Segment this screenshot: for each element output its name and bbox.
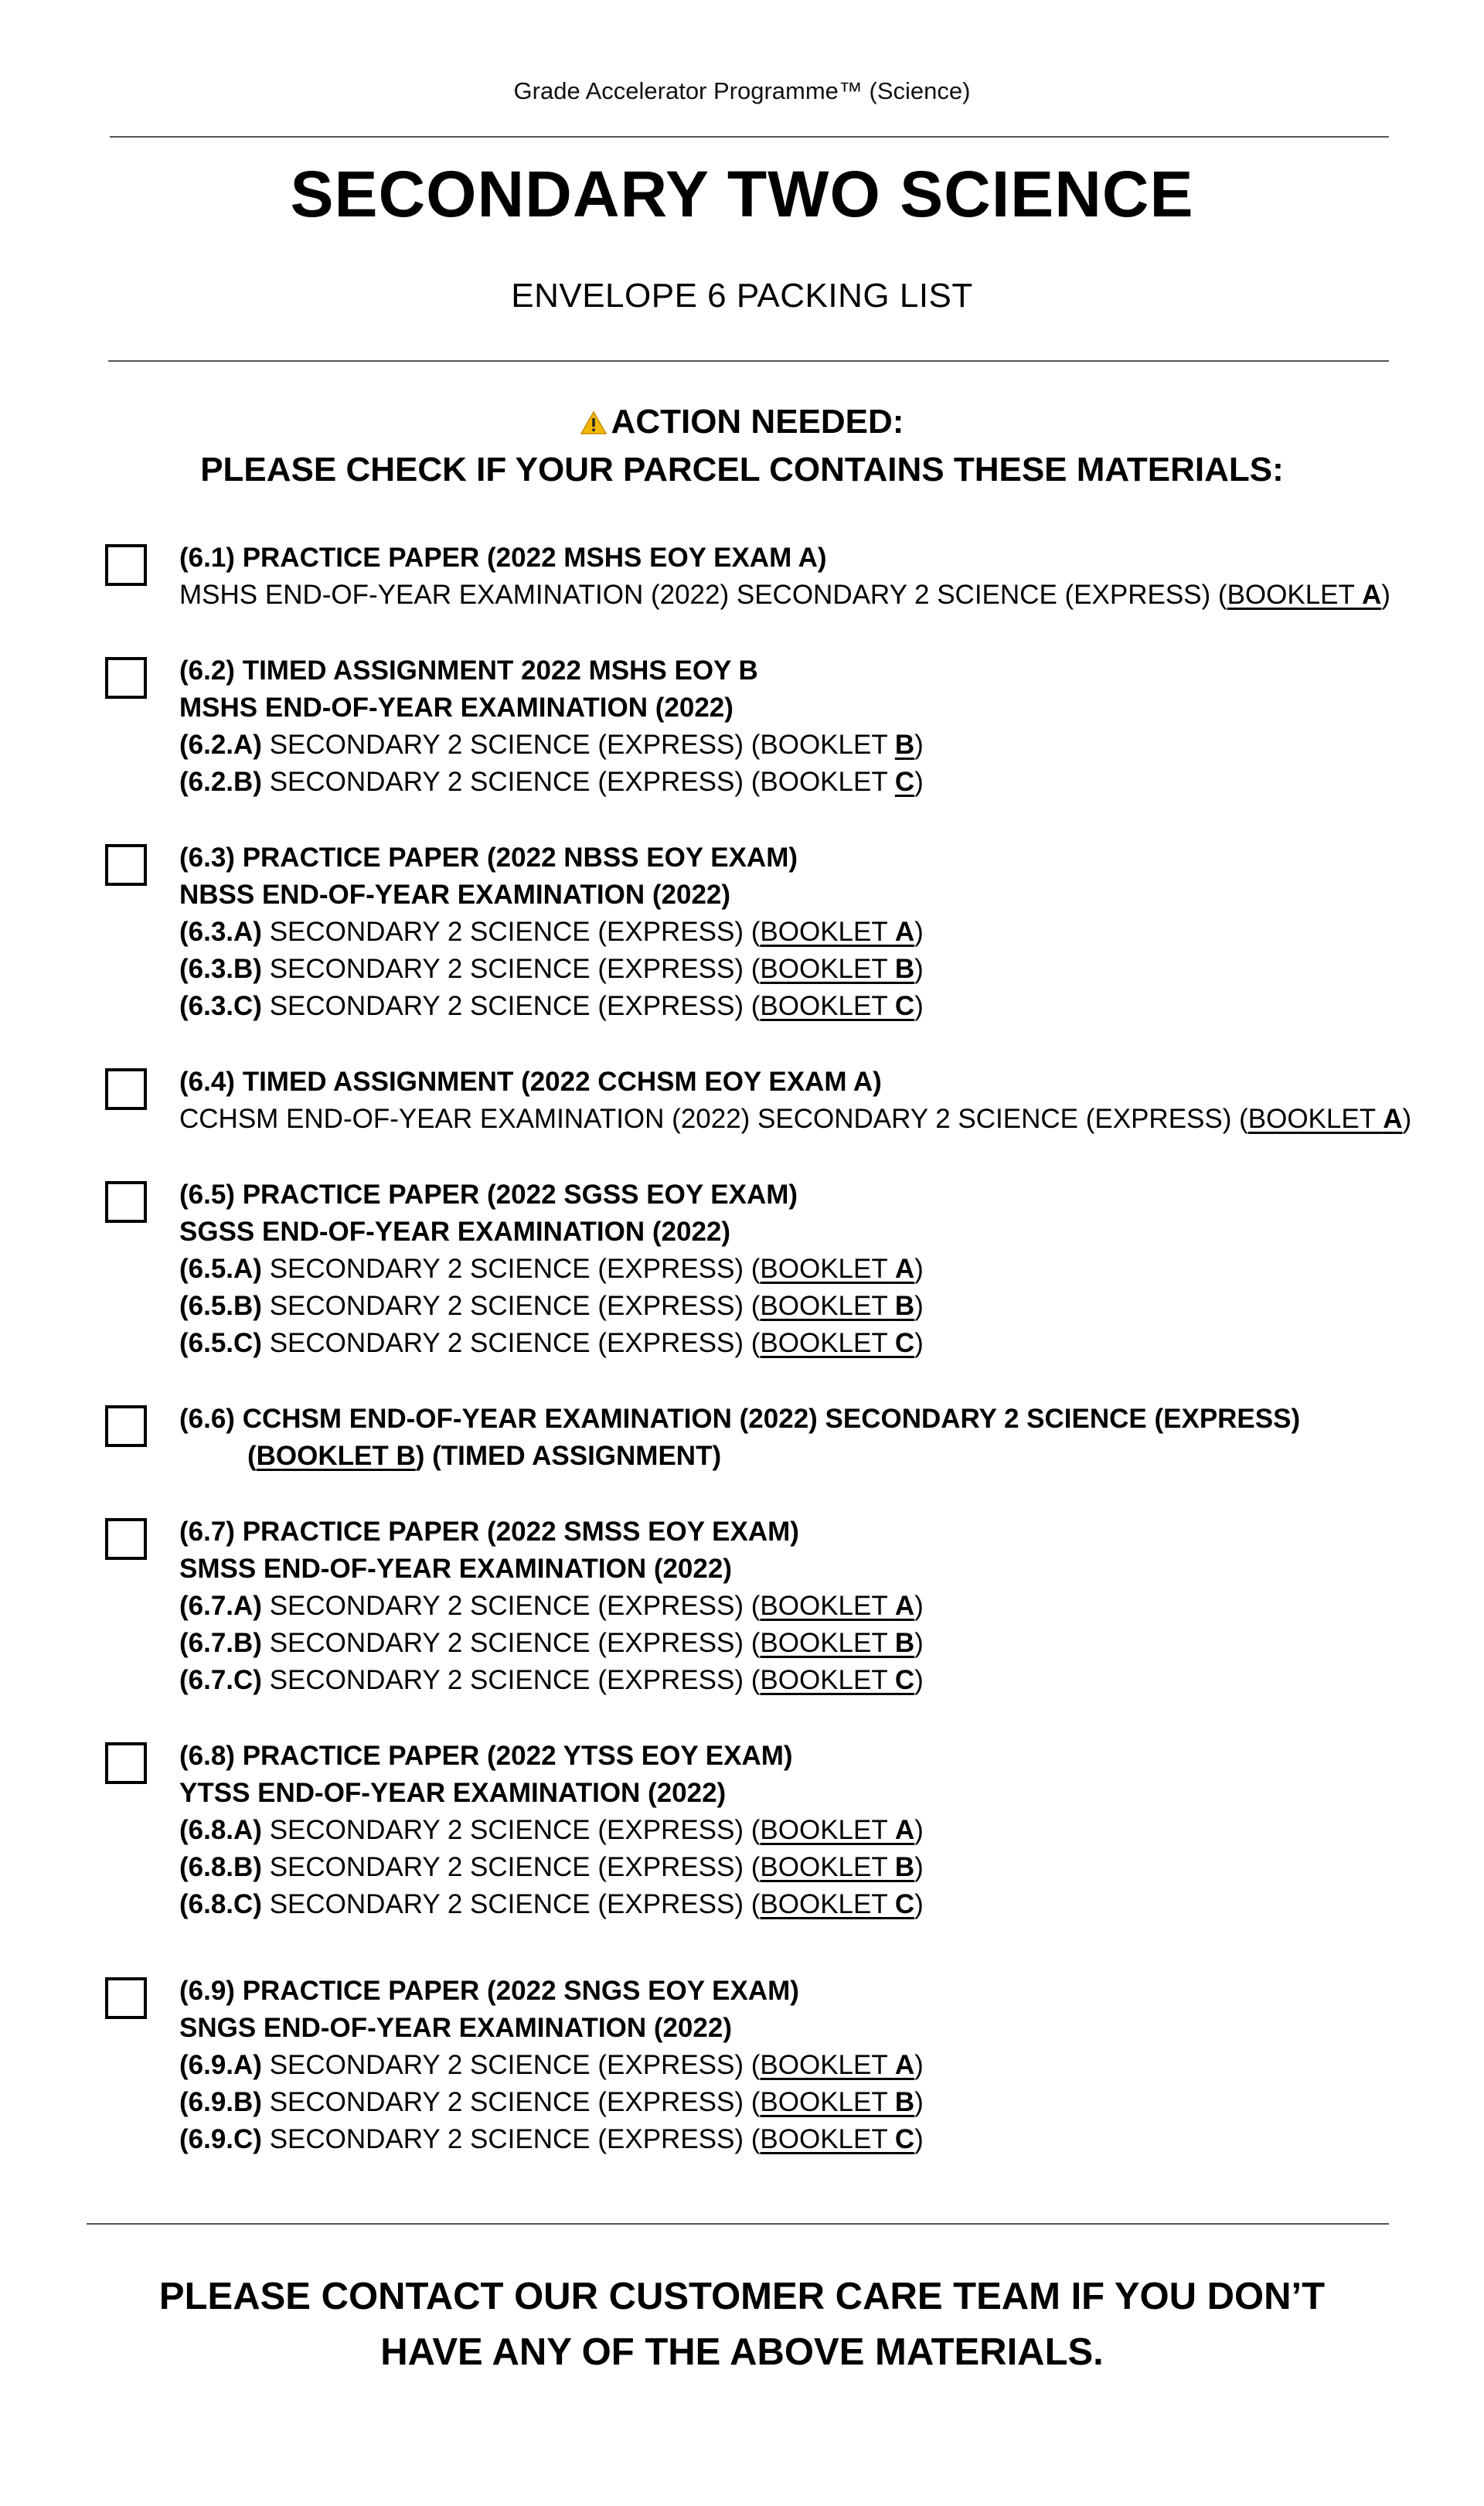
item-subheading: SNGS END-OF-YEAR EXAMINATION (2022): [179, 2013, 732, 2043]
footer-divider: [87, 2223, 1389, 2225]
item-checkbox[interactable]: [105, 544, 147, 586]
item-description: MSHS END-OF-YEAR EXAMINATION (2022) SECONDARY 2 SCIENCE (EXPRESS) (BOOKLET A): [179, 580, 1390, 610]
item-heading: (6.7) PRACTICE PAPER (2022 SMSS EOY EXAM): [179, 1517, 799, 1547]
sub-item-6-2-b: (6.2.B) SECONDARY 2 SCIENCE (EXPRESS) (BOOKLET C): [179, 767, 924, 797]
item-subheading: SGSS END-OF-YEAR EXAMINATION (2022): [179, 1217, 731, 1247]
packing-item-6-8: [0, 1738, 1484, 1923]
booklet-label: BOOKLET B: [256, 1441, 416, 1471]
warning-icon: [580, 400, 607, 423]
sub-item-6-5-c: (6.5.C) SECONDARY 2 SCIENCE (EXPRESS) (BOOKLET C): [179, 1328, 924, 1358]
item-checkbox[interactable]: [105, 1518, 147, 1560]
sub-item-6-5-b: (6.5.B) SECONDARY 2 SCIENCE (EXPRESS) (BOOKLET B): [179, 1291, 924, 1321]
item-checkbox[interactable]: [105, 1742, 147, 1784]
sub-item-6-5-a: (6.5.A) SECONDARY 2 SCIENCE (EXPRESS) (BOOKLET A): [179, 1254, 924, 1284]
item-description: CCHSM END-OF-YEAR EXAMINATION (2022) SECONDARY 2 SCIENCE (EXPRESS) (BOOKLET A): [179, 1104, 1412, 1134]
packing-item-6-4: [0, 1064, 1484, 1138]
item-heading: (6.4) TIMED ASSIGNMENT (2022 CCHSM EOY EXAM A): [179, 1067, 882, 1097]
top-divider: [110, 136, 1389, 138]
packing-item-6-3: [0, 839, 1484, 1025]
action-notice: [0, 398, 1484, 494]
sub-item-6-8-b: (6.8.B) SECONDARY 2 SCIENCE (EXPRESS) (BOOKLET B): [179, 1852, 924, 1882]
sub-item-6-3-a: (6.3.A) SECONDARY 2 SCIENCE (EXPRESS) (BOOKLET A): [179, 917, 924, 947]
item-checkbox[interactable]: [105, 1405, 147, 1447]
sub-item-6-7-b: (6.7.B) SECONDARY 2 SCIENCE (EXPRESS) (BOOKLET B): [179, 1628, 924, 1658]
item-heading: (6.5) PRACTICE PAPER (2022 SGSS EOY EXAM): [179, 1180, 798, 1210]
sub-item-6-8-a: (6.8.A) SECONDARY 2 SCIENCE (EXPRESS) (BOOKLET A): [179, 1815, 924, 1845]
item-heading: (6.8) PRACTICE PAPER (2022 YTSS EOY EXAM): [179, 1741, 793, 1771]
item-heading-continued: (BOOKLET B) (TIMED ASSIGNMENT): [247, 1441, 722, 1471]
item-heading: (6.2) TIMED ASSIGNMENT 2022 MSHS EOY B: [179, 655, 758, 686]
sub-item-6-7-c: (6.7.C) SECONDARY 2 SCIENCE (EXPRESS) (BOOKLET C): [179, 1665, 924, 1695]
brand-header: Grade Accelerator Programme™ (Science): [513, 77, 971, 104]
check-parcel-instruction: PLEASE CHECK IF YOUR PARCEL CONTAINS THESE MATERIALS:: [200, 451, 1284, 489]
booklet-label: BOOKLET C: [760, 1328, 915, 1358]
booklet-label: BOOKLET B: [760, 954, 915, 984]
sub-item-6-9-a: (6.9.A) SECONDARY 2 SCIENCE (EXPRESS) (BOOKLET A): [179, 2050, 924, 2080]
packing-list: [0, 540, 1484, 2158]
booklet-label: BOOKLET A: [760, 1254, 915, 1284]
booklet-label: BOOKLET A: [1247, 1104, 1403, 1134]
item-heading: (6.9) PRACTICE PAPER (2022 SNGS EOY EXAM): [179, 1976, 799, 2006]
item-subheading: NBSS END-OF-YEAR EXAMINATION (2022): [179, 880, 731, 910]
item-checkbox[interactable]: [105, 1977, 147, 2019]
packing-item-6-1: [0, 540, 1484, 614]
item-heading: (6.6) CCHSM END-OF-YEAR EXAMINATION (2022) SECONDARY 2 SCIENCE (EXPRESS): [179, 1404, 1301, 1434]
packing-item-6-2: [0, 652, 1484, 801]
item-checkbox[interactable]: [105, 657, 147, 699]
booklet-label: BOOKLET A: [760, 917, 915, 947]
packing-item-6-6: [0, 1401, 1484, 1475]
item-heading: (6.1) PRACTICE PAPER (2022 MSHS EOY EXAM A): [179, 543, 827, 573]
sub-item-6-2-a: (6.2.A) SECONDARY 2 SCIENCE (EXPRESS) (BOOKLET B): [179, 730, 924, 760]
booklet-label: BOOKLET A: [760, 1815, 915, 1845]
booklet-label: BOOKLET B: [760, 1291, 915, 1321]
booklet-label: BOOKLET C: [760, 991, 915, 1021]
booklet-label: BOOKLET C: [760, 1665, 915, 1695]
booklet-label: BOOKLET A: [1227, 580, 1382, 610]
contact-notice: [0, 2269, 1484, 2380]
header-divider: [108, 360, 1389, 362]
contact-notice-line2: HAVE ANY OF THE ABOVE MATERIALS.: [380, 2331, 1104, 2373]
sub-item-6-8-c: (6.8.C) SECONDARY 2 SCIENCE (EXPRESS) (BOOKLET C): [179, 1889, 924, 1919]
sub-item-6-9-b: (6.9.B) SECONDARY 2 SCIENCE (EXPRESS) (BOOKLET B): [179, 2087, 924, 2117]
action-needed-text: ACTION NEEDED:: [611, 403, 904, 441]
contact-notice-line1: PLEASE CONTACT OUR CUSTOMER CARE TEAM IF YOU DON’T: [158, 2276, 1326, 2317]
packing-item-6-5: [0, 1176, 1484, 1362]
sub-item-6-9-c: (6.9.C) SECONDARY 2 SCIENCE (EXPRESS) (BOOKLET C): [179, 2124, 924, 2154]
sub-item-6-3-c: (6.3.C) SECONDARY 2 SCIENCE (EXPRESS) (BOOKLET C): [179, 991, 924, 1021]
booklet-label: BOOKLET B: [760, 1852, 915, 1882]
page-title: SECONDARY TWO SCIENCE: [290, 158, 1194, 230]
item-checkbox[interactable]: [105, 1181, 147, 1223]
booklet-label: BOOKLET C: [760, 1889, 915, 1919]
booklet-label: BOOKLET A: [760, 2050, 915, 2080]
item-heading: (6.3) PRACTICE PAPER (2022 NBSS EOY EXAM): [179, 843, 798, 873]
item-checkbox[interactable]: [105, 1068, 147, 1110]
item-checkbox[interactable]: [105, 844, 147, 886]
packing-item-6-9: [0, 1973, 1484, 2158]
booklet-label: BOOKLET C: [760, 2124, 915, 2154]
booklet-label: BOOKLET B: [760, 1628, 915, 1658]
packing-item-6-7: [0, 1513, 1484, 1699]
sub-item-6-7-a: (6.7.A) SECONDARY 2 SCIENCE (EXPRESS) (BOOKLET A): [179, 1591, 924, 1621]
booklet-label: BOOKLET A: [760, 1591, 915, 1621]
item-subheading: YTSS END-OF-YEAR EXAMINATION (2022): [179, 1778, 727, 1808]
item-subheading: MSHS END-OF-YEAR EXAMINATION (2022): [179, 693, 733, 723]
item-subheading: SMSS END-OF-YEAR EXAMINATION (2022): [179, 1554, 732, 1584]
page-subtitle: ENVELOPE 6 PACKING LIST: [511, 277, 973, 315]
sub-item-6-3-b: (6.3.B) SECONDARY 2 SCIENCE (EXPRESS) (BOOKLET B): [179, 954, 924, 984]
booklet-label: BOOKLET B: [760, 2087, 915, 2117]
action-needed-line: [0, 398, 1484, 446]
